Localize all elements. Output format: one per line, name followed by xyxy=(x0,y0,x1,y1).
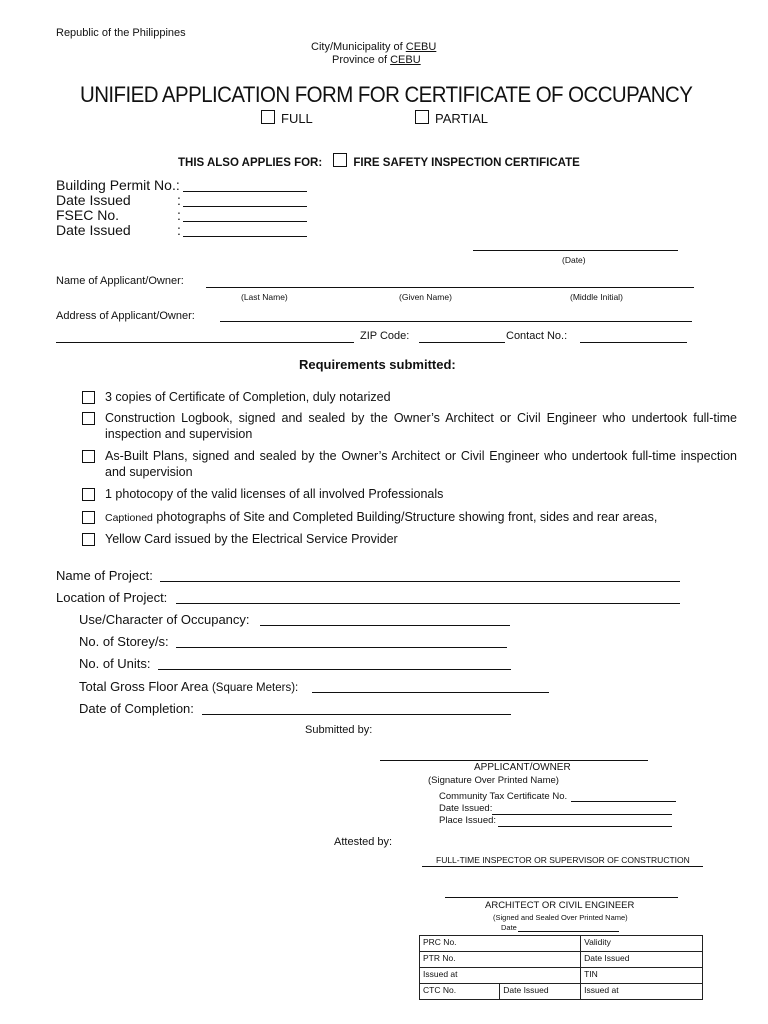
signed-sealed-caption: (Signed and Sealed Over Printed Name) xyxy=(493,913,628,922)
architect-date-label: Date xyxy=(501,923,517,932)
building-permit-label: Building Permit No.: xyxy=(56,177,180,193)
architect-label: ARCHITECT OR CIVIL ENGINEER xyxy=(485,900,635,911)
requirement-text: Construction Logbook, signed and sealed by the Owner’s Architect or Civil Engineer who undertook full-time inspection and supervision xyxy=(105,411,737,441)
sig-over-name-caption: (Signature Over Printed Name) xyxy=(428,775,559,786)
requirement-checkbox[interactable] xyxy=(82,533,95,546)
completion-label: Date of Completion: xyxy=(79,701,194,716)
address-field[interactable] xyxy=(220,321,692,322)
requirement-item xyxy=(105,486,737,502)
full-label: FULL xyxy=(281,111,313,126)
date-field[interactable] xyxy=(473,250,678,251)
colon: : xyxy=(177,207,181,223)
province-label: Province of xyxy=(332,54,391,66)
submitted-by-label: Submitted by: xyxy=(305,724,373,736)
full-option[interactable] xyxy=(261,110,313,126)
ctc-place-label: Place Issued: xyxy=(439,815,497,826)
occupancy-label: Use/Character of Occupancy: xyxy=(79,612,250,627)
table-row xyxy=(420,952,703,968)
contact-field[interactable] xyxy=(580,342,687,343)
fsec-field[interactable] xyxy=(183,221,307,222)
prc-cell[interactable]: PRC No. xyxy=(420,936,581,952)
city-line xyxy=(311,41,436,53)
applicant-signature-field[interactable] xyxy=(380,760,648,761)
ctc-cell[interactable]: CTC No. xyxy=(420,984,500,1000)
requirement-text: Yellow Card issued by the Electrical Service Provider xyxy=(105,532,398,546)
city-value: CEBU xyxy=(405,41,437,53)
ctc-field[interactable] xyxy=(571,801,676,802)
requirement-item xyxy=(105,389,737,405)
occupancy-field[interactable] xyxy=(260,625,510,626)
city-label: City/Municipality of xyxy=(311,41,406,53)
ctc-date-field[interactable] xyxy=(492,814,672,815)
project-location-field[interactable] xyxy=(176,603,680,604)
fsic-label: FIRE SAFETY INSPECTION CERTIFICATE xyxy=(353,157,580,169)
date-caption: (Date) xyxy=(562,255,586,265)
province-value: CEBU xyxy=(390,54,421,66)
units-field[interactable] xyxy=(158,669,511,670)
ctc-place-field[interactable] xyxy=(498,826,672,827)
requirement-item xyxy=(105,448,737,480)
attested-by-label: Attested by: xyxy=(334,836,393,848)
building-permit-field[interactable] xyxy=(183,191,307,192)
requirement-checkbox[interactable] xyxy=(82,412,95,425)
table-row xyxy=(420,968,703,984)
ctc-date-label: Date Issued: xyxy=(439,803,493,814)
applicant-name-label: Name of Applicant/Owner: xyxy=(56,275,184,287)
fsic-checkbox[interactable] xyxy=(333,153,347,167)
date-issued2-cell[interactable]: Date Issued xyxy=(500,984,581,1000)
requirement-item xyxy=(105,531,737,547)
storeys-label: No. of Storey/s: xyxy=(79,634,169,649)
province-line xyxy=(332,54,421,66)
inspector-underline xyxy=(422,866,703,867)
requirement-text: photographs of Site and Completed Building/Structure showing front, sides and rear areas, xyxy=(156,510,658,524)
completion-field[interactable] xyxy=(202,714,511,715)
captioned-prefix: Captioned xyxy=(105,512,153,524)
requirements-heading: Requirements submitted: xyxy=(299,357,456,372)
validity-cell[interactable]: Validity xyxy=(581,936,703,952)
country-name: Republic of the Philippines xyxy=(56,27,186,39)
contact-label: Contact No.: xyxy=(506,330,568,342)
given-name-caption: (Given Name) xyxy=(399,292,452,302)
table-row xyxy=(420,936,703,952)
full-checkbox[interactable] xyxy=(261,110,275,124)
project-name-field[interactable] xyxy=(160,581,680,582)
requirement-text: As-Built Plans, signed and sealed by the Owner’s Architect or Civil Engineer who undertook full-time inspection and supervision xyxy=(105,449,737,479)
gfa-row xyxy=(79,679,298,694)
requirement-text: 3 copies of Certificate of Completion, duly notarized xyxy=(105,390,391,404)
zip-field[interactable] xyxy=(419,342,505,343)
requirement-checkbox[interactable] xyxy=(82,450,95,463)
address-label: Address of Applicant/Owner: xyxy=(56,310,195,322)
last-name-caption: (Last Name) xyxy=(241,292,288,302)
requirement-checkbox[interactable] xyxy=(82,511,95,524)
requirement-item xyxy=(105,509,737,526)
date-issued2-field[interactable] xyxy=(183,236,307,237)
project-location-label: Location of Project: xyxy=(56,590,168,605)
units-label: No. of Units: xyxy=(79,656,151,671)
storeys-field[interactable] xyxy=(176,647,507,648)
partial-checkbox[interactable] xyxy=(415,110,429,124)
gfa-field[interactable] xyxy=(312,692,549,693)
ctc-label: Community Tax Certificate No. xyxy=(439,791,568,802)
ptr-cell[interactable]: PTR No. xyxy=(420,952,581,968)
form-title: UNIFIED APPLICATION FORM FOR CERTIFICATE OF OCCUPANCY xyxy=(80,82,693,107)
applicant-owner-label: APPLICANT/OWNER xyxy=(474,762,571,773)
applicant-name-field[interactable] xyxy=(206,287,694,288)
requirement-item xyxy=(105,410,737,442)
partial-option[interactable] xyxy=(415,110,488,126)
requirement-checkbox[interactable] xyxy=(82,391,95,404)
gfa-label: Total Gross Floor Area xyxy=(79,679,209,694)
middle-initial-caption: (Middle Initial) xyxy=(570,292,623,302)
architect-date-field[interactable] xyxy=(518,931,619,932)
also-applies-label: THIS ALSO APPLIES FOR: xyxy=(178,157,323,169)
license-table xyxy=(419,935,703,1000)
colon: : xyxy=(177,222,181,238)
fsec-label: FSEC No. xyxy=(56,207,120,223)
table-row xyxy=(420,984,703,1000)
date-issued2-label: Date Issued xyxy=(56,222,131,238)
requirement-checkbox[interactable] xyxy=(82,488,95,501)
also-applies-row xyxy=(178,153,580,169)
inspector-label: FULL-TIME INSPECTOR OR SUPERVISOR OF CONSTRUCTION xyxy=(436,855,690,865)
issued-at2-cell[interactable]: Issued at xyxy=(581,984,703,1000)
date-issued-field[interactable] xyxy=(183,206,307,207)
gfa-unit: (Square Meters): xyxy=(211,682,299,694)
tin-cell[interactable]: TIN xyxy=(581,968,703,984)
requirement-text: 1 photocopy of the valid licenses of all involved Professionals xyxy=(105,487,444,501)
partial-label: PARTIAL xyxy=(435,111,488,126)
date-issued-cell[interactable]: Date Issued xyxy=(581,952,703,968)
zip-label: ZIP Code: xyxy=(360,330,410,342)
architect-signature-field[interactable] xyxy=(445,897,678,898)
colon: : xyxy=(177,192,181,208)
project-name-label: Name of Project: xyxy=(56,568,153,583)
address-field-2[interactable] xyxy=(56,342,354,343)
issued-at-cell[interactable]: Issued at xyxy=(420,968,581,984)
date-issued-label: Date Issued xyxy=(56,192,131,208)
